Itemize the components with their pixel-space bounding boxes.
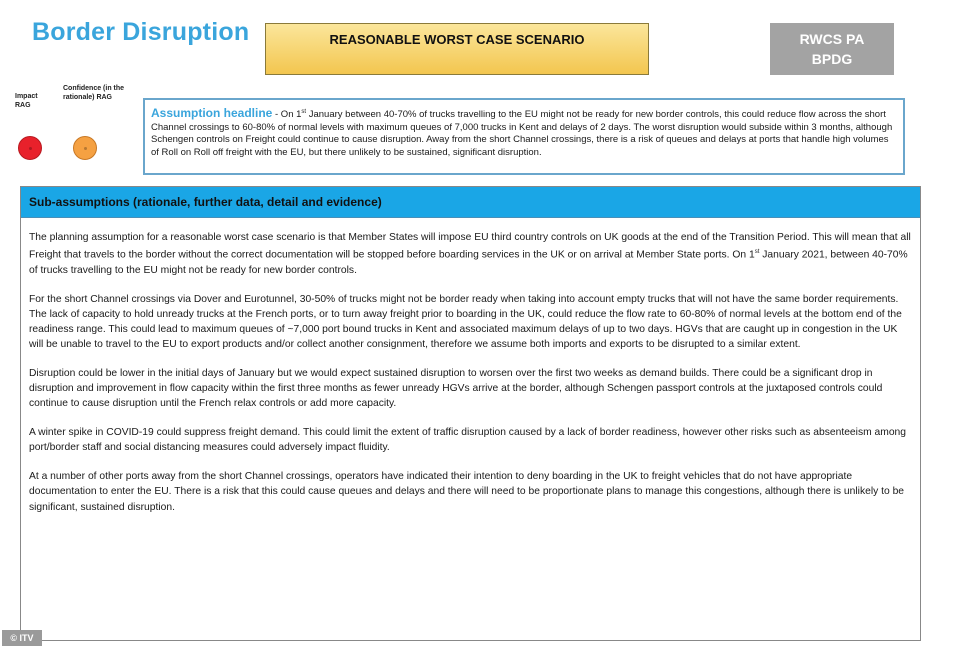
confidence-rag-label: Confidence (in the rationale) RAG (63, 85, 125, 101)
indicator-dot (84, 147, 87, 150)
impact-rag-label: Impact RAG (15, 93, 38, 109)
p1-text-start: The planning assumption for a reasonable worst case scenario is that Member States will impose EU third country controls on UK goods at the end of the Transition Period. This will mean that all Freight that travels to the border without the correct documentation will be stopped before boarding services in the UK or on arrival at Member State ports. On 1 (29, 232, 911, 261)
sub-assumptions-body (21, 218, 920, 515)
confidence-rag-indicator (73, 136, 97, 160)
paragraph-covid: A winter spike in COVID-19 could suppress freight demand. This could limit the extent of traffic disruption caused by a lack of border readiness, however other risks such as absenteeism among port/border staff and social distancing measures could adversely impact fluidity. (29, 427, 907, 454)
paragraph-other-ports: At a number of other ports away from the short Channel crossings, operators have indicated their intention to deny boarding in the UK to freight vehicles that do not have appropriate documentation to enter the EU. There is a risk that this could cause queues and delays and there will need to be proportionate plans to manage this congestions, although there is unlikely to be significant, sustained disruption. (29, 471, 905, 513)
classification-tag (770, 23, 894, 75)
p1-sup: st (754, 249, 760, 256)
indicator-dot (29, 147, 32, 150)
assumption-headline-box (143, 98, 905, 175)
paragraph-planning (29, 230, 912, 278)
page-title: Border Disruption (32, 18, 250, 46)
paragraph-channel-crossings: For the short Channel crossings via Dover and Eurotunnel, 30-50% of trucks might not be border ready when taking into account empty trucks that will not have the same border requirements. The lack of capacity to hold unready trucks at the French ports, or to turn away freight prior to boarding in the UK, could reduce the flow rate to 60-80% of normal levels at the bottom end of the readiness range. This could lead to maximum queues of ~7,000 port bound trucks in Kent and associated maximum delays of up to two days. HGVs that are caught up in congestion in the UK will be unable to travel to the EU to export products and/or collect another consignment, therefore we assume both imports and exports to be disrupted to a similar extent. (29, 293, 902, 351)
sub-assumptions-header: Sub-assumptions (rationale, further data, detail and evidence) (21, 187, 920, 218)
headline-sup: st (301, 109, 307, 115)
headline-text-end: January between 40-70% of trucks travelling to the EU might not be ready for new border controls, this could reduce flow across the short Channel crossings to 60-80% of normal levels with maximum queues of 7,000 trucks in Kent and delays of 2 days. The worst disruption would subside within 3 months, although Schengen controls on Freight could continue to cause disruption. Away from the short Channel crossings, there is a risk of queues and delays at ports that handle high volumes of Roll on Roll off freight with the EU, but there unlikely to be sustained, significant disruption. (151, 109, 893, 158)
sub-assumptions-panel (20, 186, 921, 641)
paragraph-disruption-timeline: Disruption could be lower in the initial days of January but we would expect sustained disruption to worsen over the first two weeks as demand builds. There could be a significant drop in disruption and improvement in flow capacity within the first three months as fewer unready HGVs arrive at the border, although Schengen passport controls at the juxtaposed controls could continue to cause disruption until the French relax controls or add more capacity. (29, 368, 883, 410)
itv-watermark: © ITV (2, 630, 42, 646)
impact-rag-indicator (18, 136, 42, 160)
headline-label: Assumption headline (151, 106, 273, 121)
tag-line-2: BPDG (811, 51, 853, 67)
headline-text-start: - On 1 (272, 109, 302, 121)
scenario-label: REASONABLE WORST CASE SCENARIO (329, 31, 585, 47)
tag-line-1: RWCS PA (799, 31, 865, 47)
scenario-banner (265, 23, 649, 75)
p1-text-end: January 2021, between 40-70% of trucks travelling to the EU might not be ready for new border controls. (29, 249, 908, 276)
